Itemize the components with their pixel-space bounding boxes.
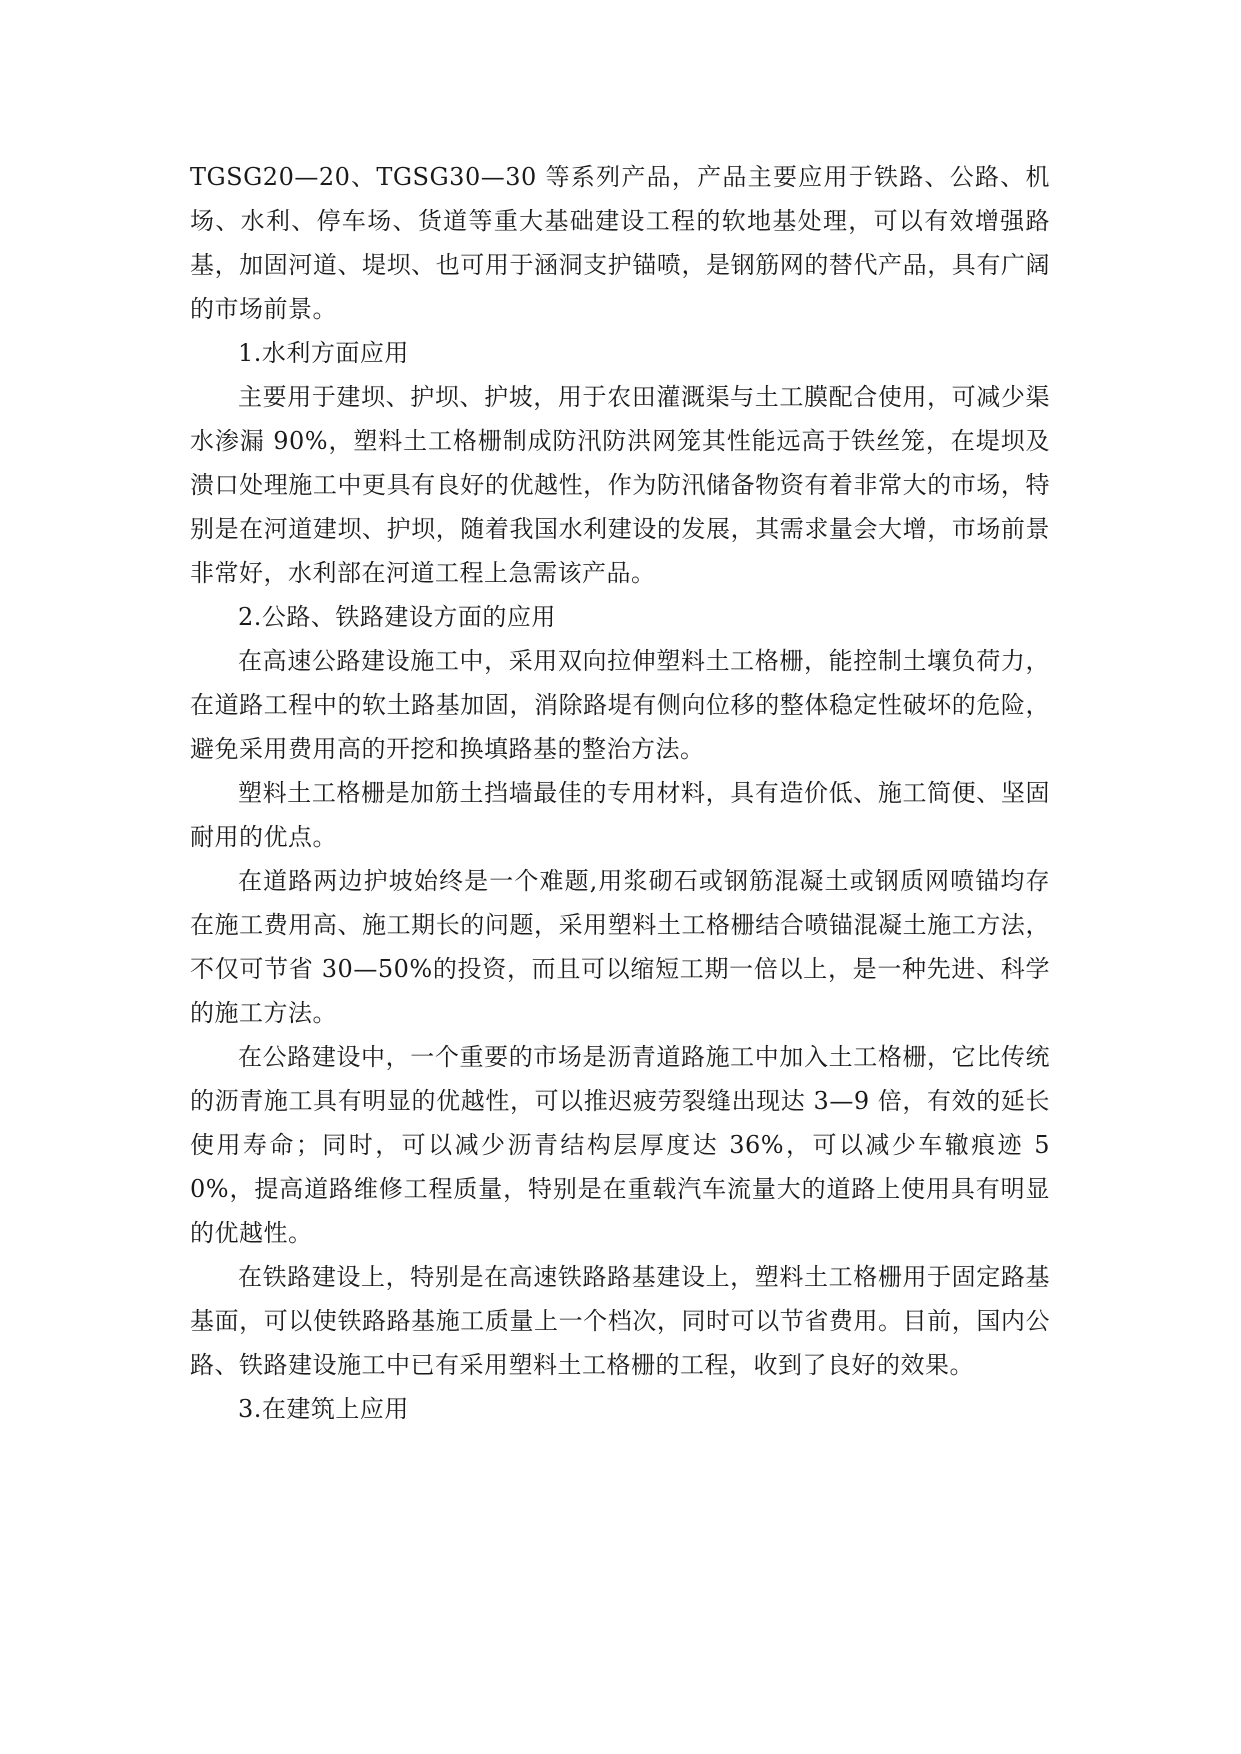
paragraph-retaining-wall: 塑料土工格栅是加筋土挡墙最佳的专用材料，具有造价低、施工简便、坚固耐用的优点。 bbox=[190, 779, 1050, 851]
paragraph-asphalt-road: 在公路建设中，一个重要的市场是沥青道路施工中加入土工格栅，它比传统的沥青施工具有明显的优越性，可以推迟疲劳裂缝出现达 3—9 倍，有效的延长使用寿命；同时，可以减少沥青结构层厚度达 36%，可以减少车辙痕迹 50%，提高道路维修工程质量，特别是在重载汽车流量大的道路上使用具有明显的优越性。 bbox=[190, 1043, 1050, 1247]
section-heading-water-conservancy: 1.水利方面应用 bbox=[238, 339, 409, 367]
paragraph-highway-construction: 在高速公路建设施工中，采用双向拉伸塑料土工格栅，能控制土壤负荷力，在道路工程中的软土路基加固，消除路堤有侧向位移的整体稳定性破坏的危险，避免采用费用高的开挖和换填路基的整治方法。 bbox=[190, 647, 1050, 763]
section-heading-road-railway: 2.公路、铁路建设方面的应用 bbox=[238, 603, 556, 631]
paragraph-water-conservancy: 主要用于建坝、护坝、护坡，用于农田灌溉渠与土工膜配合使用，可减少渠水渗漏 90%，塑料土工格栅制成防汛防洪网笼其性能远高于铁丝笼，在堤坝及溃口处理施工中更具有良好的优越性，作为防汛储备物资有着非常大的市场，特别是在河道建坝、护坝，随着我国水利建设的发展，其需求量会大增，市场前景非常好，水利部在河道工程上急需该产品。 bbox=[190, 383, 1050, 587]
paragraph-product-applications: TGSG20—20、TGSG30—30 等系列产品，产品主要应用于铁路、公路、机场、水利、停车场、货道等重大基础建设工程的软地基处理，可以有效增强路基，加固河道、堤坝、也可用于涵洞支护锚喷，是钢筋网的替代产品，具有广阔的市场前景。 bbox=[190, 163, 1050, 323]
document-body bbox=[190, 155, 1050, 1431]
paragraph-slope-protection: 在道路两边护坡始终是一个难题,用浆砌石或钢筋混凝土或钢质网喷锚均存在施工费用高、施工期长的问题，采用塑料土工格栅结合喷锚混凝土施工方法，不仅可节省 30—50%的投资，而且可以缩短工期一倍以上，是一种先进、科学的施工方法。 bbox=[190, 867, 1050, 1027]
section-heading-building: 3.在建筑上应用 bbox=[238, 1395, 409, 1423]
paragraph-railway-construction: 在铁路建设上，特别是在高速铁路路基建设上，塑料土工格栅用于固定路基基面，可以使铁路路基施工质量上一个档次，同时可以节省费用。目前，国内公路、铁路建设施工中已有采用塑料土工格栅的工程，收到了良好的效果。 bbox=[190, 1263, 1050, 1379]
